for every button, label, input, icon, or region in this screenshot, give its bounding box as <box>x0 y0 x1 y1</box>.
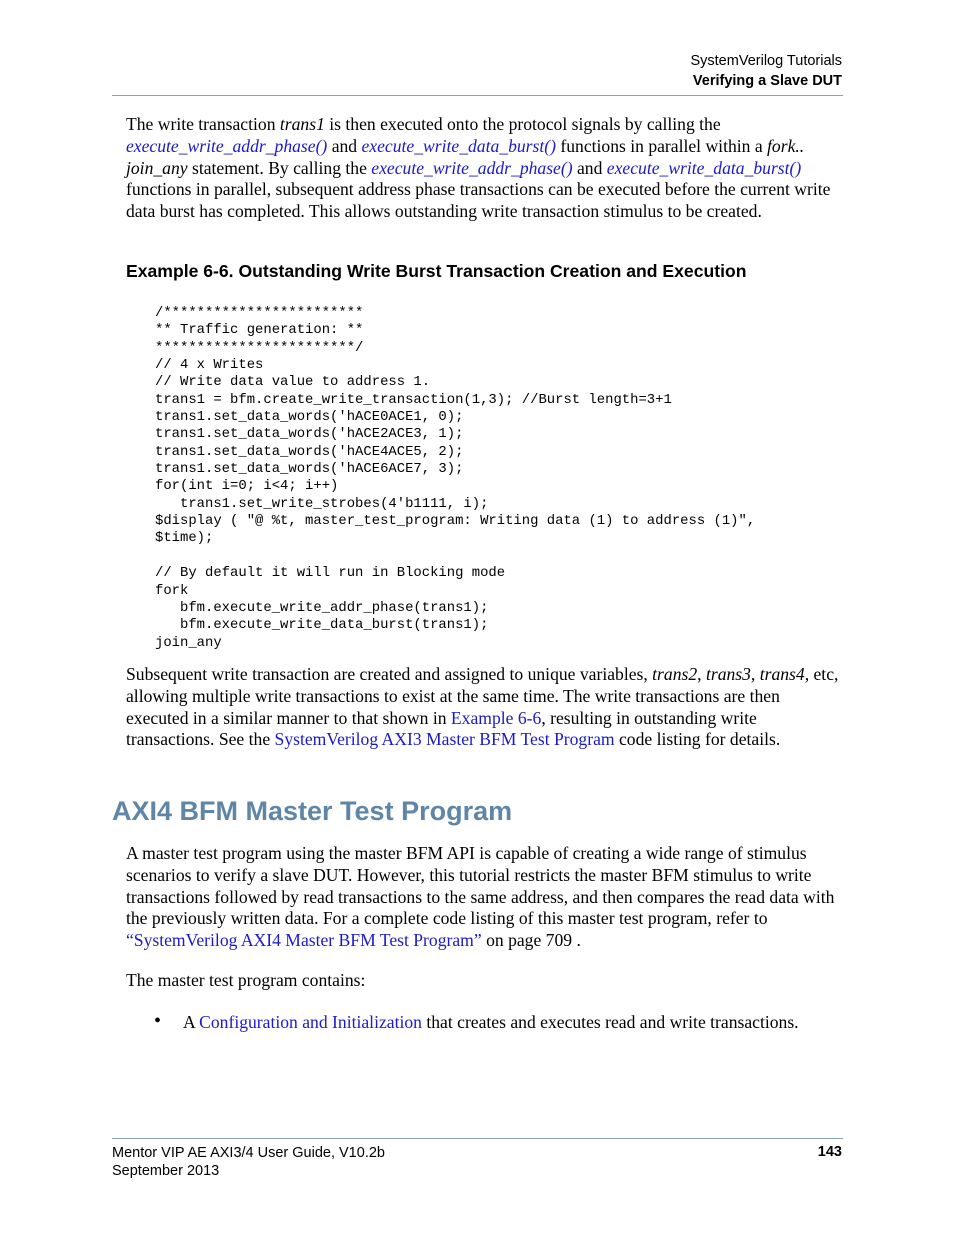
text: etc, allowing multiple write transactions to exist at the same time. The write transactions are then executed in a similar manner to that shown in <box>126 664 839 728</box>
text: , resulting in outstanding write transactions. See the <box>126 707 757 750</box>
text: The write transaction <box>126 114 280 134</box>
italic-term: trans1 <box>279 114 325 134</box>
text: functions in parallel within a <box>555 135 768 156</box>
paragraph-contains: The master test program contains: <box>126 970 366 990</box>
example-title: Example 6-6. Outstanding Write Burst Transaction Creation and Execution <box>126 261 747 281</box>
link-axi3-master-bfm-test-program[interactable]: SystemVerilog AXI3 Master BFM Test Program <box>274 729 615 750</box>
header-chapter: SystemVerilog Tutorials <box>690 53 842 69</box>
italic-term: trans3, trans4, <box>705 664 810 684</box>
link-execute-write-data-burst[interactable]: execute_write_data_burst() <box>606 157 802 178</box>
italic-term: trans2 <box>652 664 698 684</box>
link-execute-write-addr-phase[interactable]: execute_write_addr_phase() <box>126 135 328 156</box>
footer-info <box>112 1144 385 1180</box>
running-header <box>690 51 842 91</box>
footer-rule <box>112 1138 843 1139</box>
section-heading: AXI4 BFM Master Test Program <box>112 796 513 826</box>
paragraph-write-transaction <box>126 114 846 223</box>
footer-title: Mentor VIP AE AXI3/4 User Guide, V10.2b <box>112 1145 385 1161</box>
text: is then executed onto the protocol signals by calling the <box>324 114 721 134</box>
paragraph-subsequent-writes <box>126 664 846 751</box>
link-example-6-6[interactable]: Example 6-6 <box>450 707 542 728</box>
italic-term: fork.. join_any <box>126 135 805 178</box>
paragraph-master-test-program <box>126 843 846 952</box>
link-axi4-master-bfm-test-program[interactable]: “SystemVerilog AXI4 Master BFM Test Program” <box>126 930 482 951</box>
link-configuration-and-initialization[interactable]: Configuration and Initialization <box>199 1012 422 1032</box>
text: functions in parallel, subsequent address phase transactions can be executed before the current write data burst has completed. This allows outstanding write transaction stimulus to be created. <box>126 179 831 222</box>
footer-date: September 2013 <box>112 1163 220 1179</box>
text: Subsequent write transaction are created and assigned to unique variables, <box>126 664 653 684</box>
text: that creates and executes read and write transactions. <box>421 1012 799 1032</box>
text: on page 709 . <box>481 930 581 951</box>
header-section: Verifying a Slave DUT <box>692 73 842 89</box>
header-rule <box>112 95 843 96</box>
text: and <box>327 135 362 156</box>
text: A <box>183 1012 200 1032</box>
link-execute-write-addr-phase[interactable]: execute_write_addr_phase() <box>371 157 573 178</box>
bullet-item <box>183 1012 863 1034</box>
page-number: 143 <box>817 1144 842 1160</box>
text: statement. By calling the <box>187 157 372 178</box>
code-listing: /************************ ** Traffic generation: ** ************************/ // 4 x Writes // Write data value to address 1. trans1 = bfm.create_write_transaction(1,3); //Burst length=3+1 trans1.set_data_words('hACE0ACE1, 0); trans1.set_data_words('hACE2ACE3, 1); trans1.set_data_words('hACE4ACE5, 2); trans1.set_data_words('hACE6ACE7, 3); for(int i=0; i<4; i++) trans1.set_write_strobes(4'b1111, i); $display ( "@ %t, master_test_program: Writing data (1) to address (1)", $time); // By default it will run in Blocking mode fork bfm.execute_write_addr_phase(trans1); bfm.execute_write_data_burst(trans1); join_any <box>155 305 756 651</box>
text: A master test program using the master BFM API is capable of creating a wide range of stimulus scenarios to verify a slave DUT. However, this tutorial restricts the master BFM stimulus to write transactions followed by read transactions to the same address, and then compares the read data with the previously written data. For a complete code listing of this master test program, refer to <box>126 843 835 929</box>
text: code listing for details. <box>614 729 781 750</box>
text: and <box>572 157 607 178</box>
text: , <box>697 664 706 684</box>
link-execute-write-data-burst[interactable]: execute_write_data_burst() <box>361 135 556 156</box>
bullet-icon: • <box>154 1010 162 1032</box>
